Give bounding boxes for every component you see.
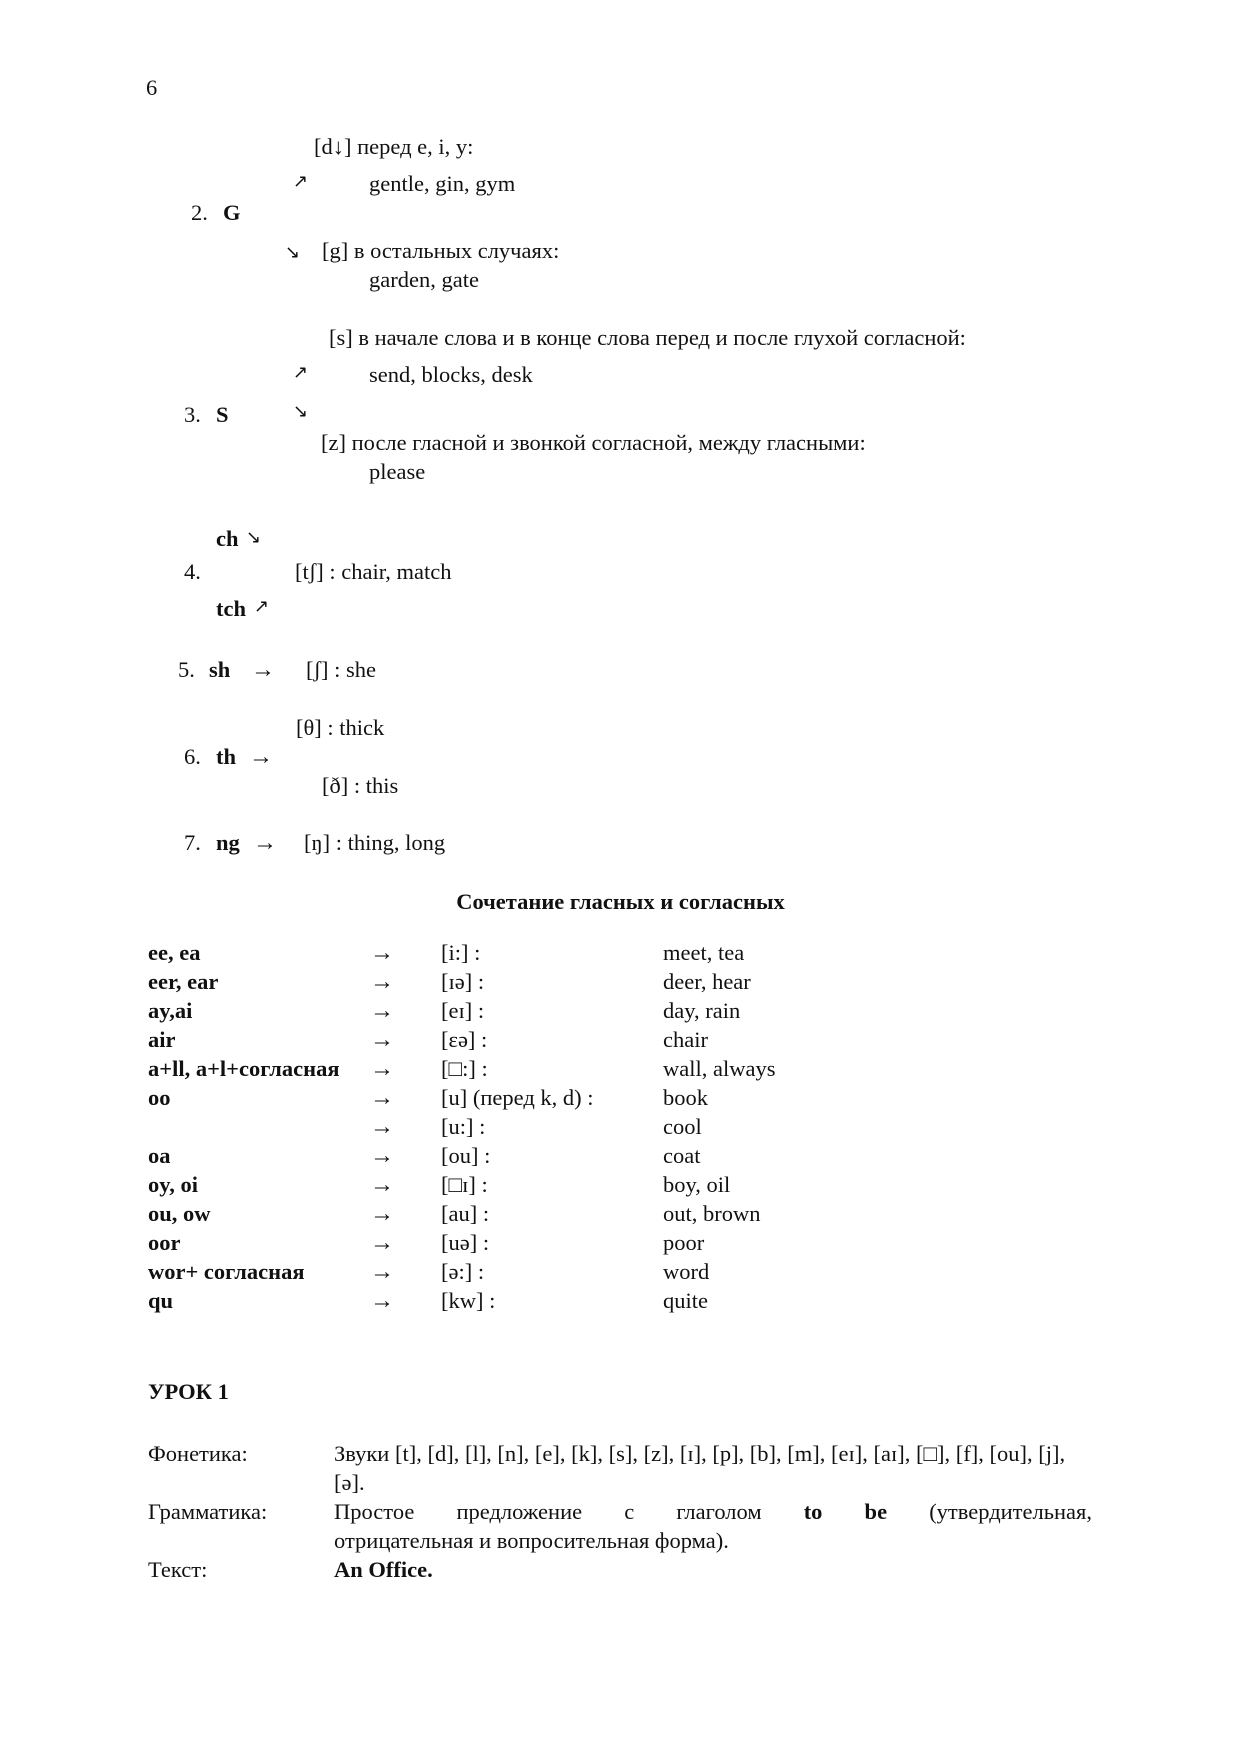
ng-rule-number: 7. bbox=[184, 830, 201, 855]
row-letters: qu bbox=[148, 1288, 174, 1313]
grammar-text-after: (утвердительная, bbox=[929, 1499, 1092, 1524]
ch-rule-number: 4. bbox=[184, 559, 201, 584]
table-row bbox=[0, 942, 1100, 970]
arrow-right-icon: → bbox=[370, 1114, 394, 1140]
grammar-line-1 bbox=[334, 1497, 1092, 1526]
table-row bbox=[0, 1116, 1100, 1144]
row-examples: day, rain bbox=[663, 998, 741, 1023]
row-letters: air bbox=[148, 1027, 176, 1052]
table-row bbox=[0, 1290, 1100, 1318]
row-sound: [i:] : bbox=[441, 940, 481, 965]
arrow-right-icon: → bbox=[370, 940, 394, 966]
row-sound: [□ɪ] : bbox=[441, 1172, 488, 1197]
row-examples: wall, always bbox=[663, 1056, 776, 1081]
s-letter: S bbox=[216, 402, 229, 427]
table-row bbox=[0, 1058, 1100, 1086]
page-number: 6 bbox=[146, 75, 158, 100]
row-examples: quite bbox=[663, 1288, 708, 1313]
g-soft-sound: [d↓] перед e, i, y: bbox=[314, 134, 474, 159]
lesson-title: УРОК 1 bbox=[148, 1379, 229, 1404]
sh-letter: sh bbox=[209, 657, 231, 682]
row-sound: [kw] : bbox=[441, 1288, 496, 1313]
row-sound: [ɪə] : bbox=[441, 969, 485, 994]
row-sound: [□:] : bbox=[441, 1056, 488, 1081]
table-row bbox=[0, 1203, 1100, 1231]
th-rule-number: 6. bbox=[184, 744, 201, 769]
arrow-right-icon: → bbox=[370, 1230, 394, 1256]
s-voiceless-sound: [s] в начале слова и в конце слова перед и после глухой согласной: bbox=[329, 325, 966, 350]
table-row bbox=[0, 1000, 1100, 1028]
sh-rule-number: 5. bbox=[178, 657, 195, 682]
text-value: An Office. bbox=[334, 1557, 433, 1582]
g-soft-examples: gentle, gin, gym bbox=[369, 171, 516, 196]
g-hard-sound: [g] в остальных случаях: bbox=[322, 238, 560, 263]
arrow-down-icon: ↘ bbox=[293, 401, 309, 422]
text-label: Текст: bbox=[148, 1557, 208, 1582]
row-letters: ee, ea bbox=[148, 940, 201, 965]
row-examples: cool bbox=[663, 1114, 702, 1139]
tch-letter: tch bbox=[216, 596, 246, 621]
g-letter: G bbox=[223, 200, 241, 225]
row-letters: oo bbox=[148, 1085, 171, 1110]
ng-letter: ng bbox=[216, 830, 240, 855]
grammar-label: Грамматика: bbox=[148, 1499, 268, 1524]
row-examples: boy, oil bbox=[663, 1172, 731, 1197]
row-letters: wor+ согласная bbox=[148, 1259, 305, 1284]
arrow-right-icon: → bbox=[370, 1085, 394, 1111]
phonetics-label: Фонетика: bbox=[148, 1441, 248, 1466]
row-letters: ay,ai bbox=[148, 998, 193, 1023]
table-row bbox=[0, 1145, 1100, 1173]
grammar-verb: to be bbox=[803, 1499, 888, 1524]
row-examples: chair bbox=[663, 1027, 708, 1052]
arrow-right-icon: → bbox=[370, 1201, 394, 1227]
arrow-right-icon: → bbox=[370, 1172, 394, 1198]
ch-sound: [tʃ] : chair, match bbox=[295, 559, 452, 584]
row-sound: [ɛə] : bbox=[441, 1027, 488, 1052]
s-rule-number: 3. bbox=[184, 402, 201, 427]
row-examples: coat bbox=[663, 1143, 701, 1168]
arrow-down-icon: ↘ bbox=[246, 527, 262, 548]
row-examples: poor bbox=[663, 1230, 705, 1255]
arrow-right-icon: → bbox=[370, 1288, 394, 1314]
row-examples: out, brown bbox=[663, 1201, 761, 1226]
g-rule-number: 2. bbox=[191, 200, 208, 225]
arrow-down-icon: ↘ bbox=[285, 242, 301, 263]
row-sound: [u] (перед k, d) : bbox=[441, 1085, 594, 1110]
s-voiced-examples: please bbox=[369, 459, 426, 484]
arrow-right-icon: → bbox=[253, 830, 277, 856]
sh-sound: [ʃ] : she bbox=[306, 657, 376, 682]
arrow-right-icon: → bbox=[249, 744, 273, 770]
table-row bbox=[0, 1232, 1100, 1260]
arrow-right-icon: → bbox=[370, 1027, 394, 1053]
arrow-up-icon: ↗ bbox=[254, 596, 270, 617]
arrow-up-icon: ↗ bbox=[293, 171, 309, 192]
row-letters: eer, ear bbox=[148, 969, 219, 994]
row-examples: meet, tea bbox=[663, 940, 745, 965]
s-voiced-sound: [z] после гласной и звонкой согласной, между гласными: bbox=[321, 430, 866, 455]
section-title: Сочетание гласных и согласных bbox=[456, 889, 785, 914]
table-row bbox=[0, 1261, 1100, 1289]
row-sound: [au] : bbox=[441, 1201, 490, 1226]
row-letters: ou, ow bbox=[148, 1201, 211, 1226]
th-sound-2: [ð] : this bbox=[322, 773, 399, 798]
row-examples: word bbox=[663, 1259, 710, 1284]
row-sound: [eɪ] : bbox=[441, 998, 485, 1023]
row-sound: [ə:] : bbox=[441, 1259, 485, 1284]
arrow-right-icon: → bbox=[370, 998, 394, 1024]
table-row bbox=[0, 971, 1100, 999]
arrow-right-icon: → bbox=[370, 1143, 394, 1169]
arrow-up-icon: ↗ bbox=[293, 362, 309, 383]
ng-sound: [ŋ] : thing, long bbox=[304, 830, 446, 855]
g-hard-examples: garden, gate bbox=[369, 267, 479, 292]
s-voiceless-examples: send, blocks, desk bbox=[369, 362, 533, 387]
table-row bbox=[0, 1087, 1100, 1115]
arrow-right-icon: → bbox=[370, 1056, 394, 1082]
phonetics-value: Звуки [t], [d], [l], [n], [e], [k], [s], [z], [ɪ], [p], [b], [m], [eɪ], [aɪ], [□], [f], [ou], [j], [ə]. bbox=[334, 1441, 1066, 1495]
ch-letter: ch bbox=[216, 526, 239, 551]
grammar-text-before: Простое предложение с глаголом bbox=[334, 1499, 762, 1524]
grammar-value bbox=[334, 1497, 1092, 1555]
table-row bbox=[0, 1029, 1100, 1057]
row-examples: deer, hear bbox=[663, 969, 751, 994]
arrow-right-icon: → bbox=[370, 969, 394, 995]
row-letters: oy, oi bbox=[148, 1172, 199, 1197]
row-sound: [uə] : bbox=[441, 1230, 490, 1255]
arrow-right-icon: → bbox=[370, 1259, 394, 1285]
th-sound-1: [θ] : thick bbox=[296, 715, 385, 740]
th-letter: th bbox=[216, 744, 237, 769]
row-sound: [u:] : bbox=[441, 1114, 486, 1139]
table-row bbox=[0, 1174, 1100, 1202]
row-sound: [ou] : bbox=[441, 1143, 491, 1168]
row-letters: oor bbox=[148, 1230, 181, 1255]
arrow-right-icon: → bbox=[251, 657, 275, 683]
grammar-line-2: отрицательная и вопросительная форма). bbox=[334, 1528, 729, 1553]
row-letters: oa bbox=[148, 1143, 171, 1168]
row-letters: a+ll, a+l+согласная bbox=[148, 1056, 340, 1081]
row-examples: book bbox=[663, 1085, 708, 1110]
